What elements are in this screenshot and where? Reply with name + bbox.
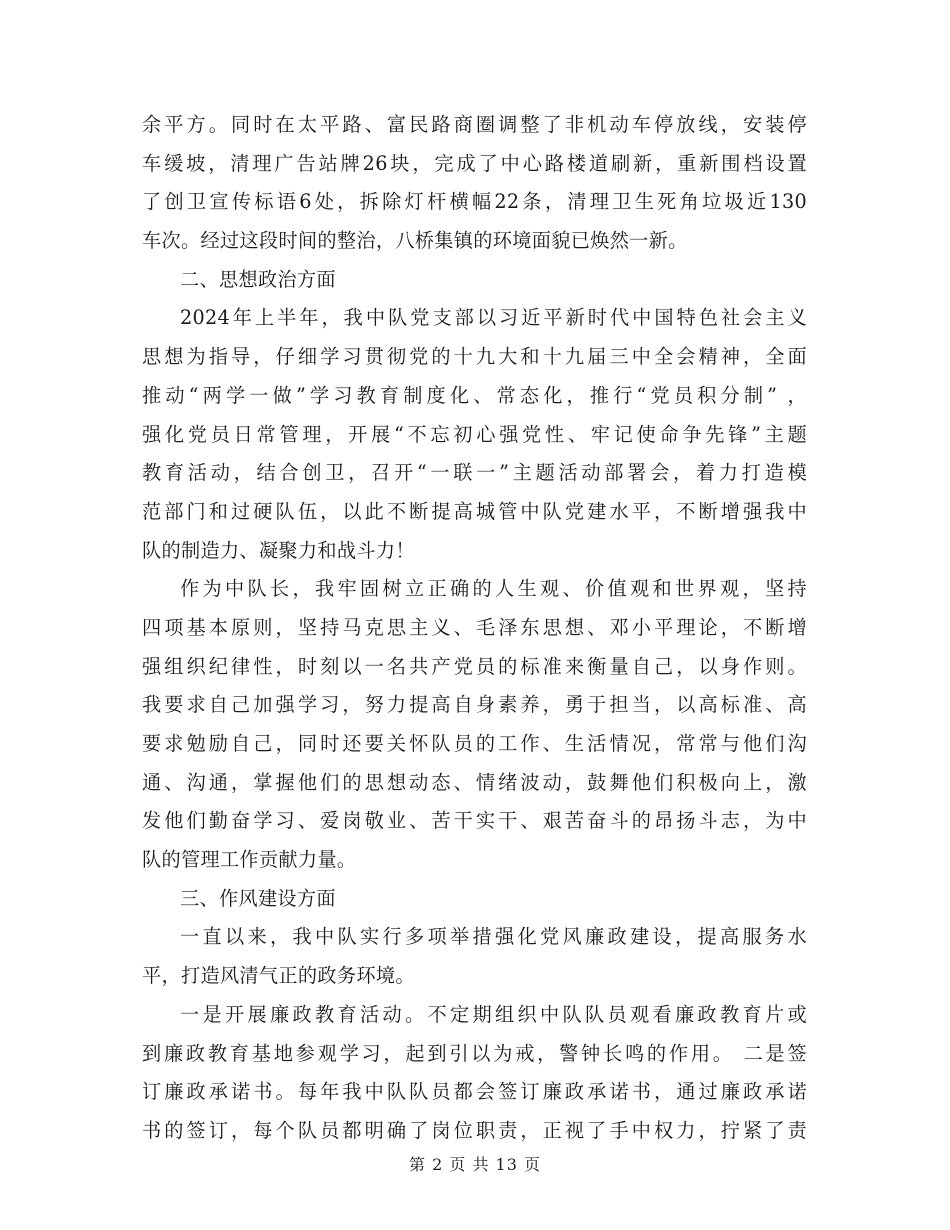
text-line: 发他们勤奋学习、爱岗敬业、苦干实干、艰苦奋斗的昂扬斗志，为中 <box>142 809 807 833</box>
text-line: 车缓坡，清理广告站牌26块，完成了中心路楼道刷新，重新围档设置 <box>142 151 807 175</box>
text-line: 思想为指导，仔细学习贯彻党的十九大和十九届三中全会精神，全面 <box>142 345 807 369</box>
text-line: 强化党员日常管理，开展“不忘初心强党性、牢记使命争先锋”主题 <box>142 422 807 446</box>
text-line: 三、作风建设方面 <box>180 886 336 910</box>
text-line: 我要求自己加强学习，努力提高自身素养，勇于担当，以高标准、高 <box>142 693 807 717</box>
text-line: 一是开展廉政教育活动。不定期组织中队队员观看廉政教育片或 <box>180 1002 807 1026</box>
text-line: 强组织纪律性，时刻以一名共产党员的标准来衡量自己，以身作则。 <box>142 654 807 678</box>
text-line: 到廉政教育基地参观学习，起到引以为戒，警钟长鸣的作用。 二是签 <box>142 1041 807 1065</box>
page-footer: 第 2 页 共 13 页 <box>409 1155 541 1174</box>
text-line: 教育活动，结合创卫，召开“一联一”主题活动部署会，着力打造模 <box>142 461 807 485</box>
text-line: 订廉政承诺书。每年我中队队员都会签订廉政承诺书，通过廉政承诺 <box>142 1080 807 1104</box>
text-line: 队的管理工作贡献力量。 <box>142 848 357 872</box>
text-line: 余平方。同时在太平路、富民路商圈调整了非机动车停放线，安装停 <box>142 113 807 136</box>
text-line: 作为中队长，我牢固树立正确的人生观、价值观和世界观，坚持 <box>180 577 807 601</box>
text-line: 队的制造力、凝聚力和战斗力！ <box>142 538 415 562</box>
text-line: 车次。经过这段时间的整治，八桥集镇的环境面貌已焕然一新。 <box>142 229 688 253</box>
text-line: 一直以来，我中队实行多项举措强化党风廉政建设，提高服务水 <box>180 925 807 949</box>
text-line: 了创卫宣传标语6处，拆除灯杆横幅22条，清理卫生死角垃圾近130 <box>142 190 807 214</box>
text-line: 平，打造风清气正的政务环境。 <box>142 964 415 988</box>
document-body <box>142 106 807 1151</box>
text-line: 要求勉励自己，同时还要关怀队员的工作、生活情况，常常与他们沟 <box>142 732 807 755</box>
text-line: 通、沟通，掌握他们的思想动态、情绪波动，鼓舞他们积极向上，激 <box>142 770 807 794</box>
text-line: 范部门和过硬队伍，以此不断提高城管中队党建水平，不断增强我中 <box>142 499 807 523</box>
text-line: 四项基本原则，坚持马克思主义、毛泽东思想、邓小平理论，不断增 <box>142 615 807 639</box>
text-line: 二、思想政治方面 <box>180 267 336 291</box>
text-line: 推动“两学一做”学习教育制度化、常态化，推行“党员积分制” ， <box>142 383 807 407</box>
text-line: 书的签订，每个队员都明确了岗位职责，正视了手中权力，拧紧了责 <box>142 1118 807 1142</box>
text-line: 2024年上半年，我中队党支部以习近平新时代中国特色社会主义 <box>180 306 807 330</box>
